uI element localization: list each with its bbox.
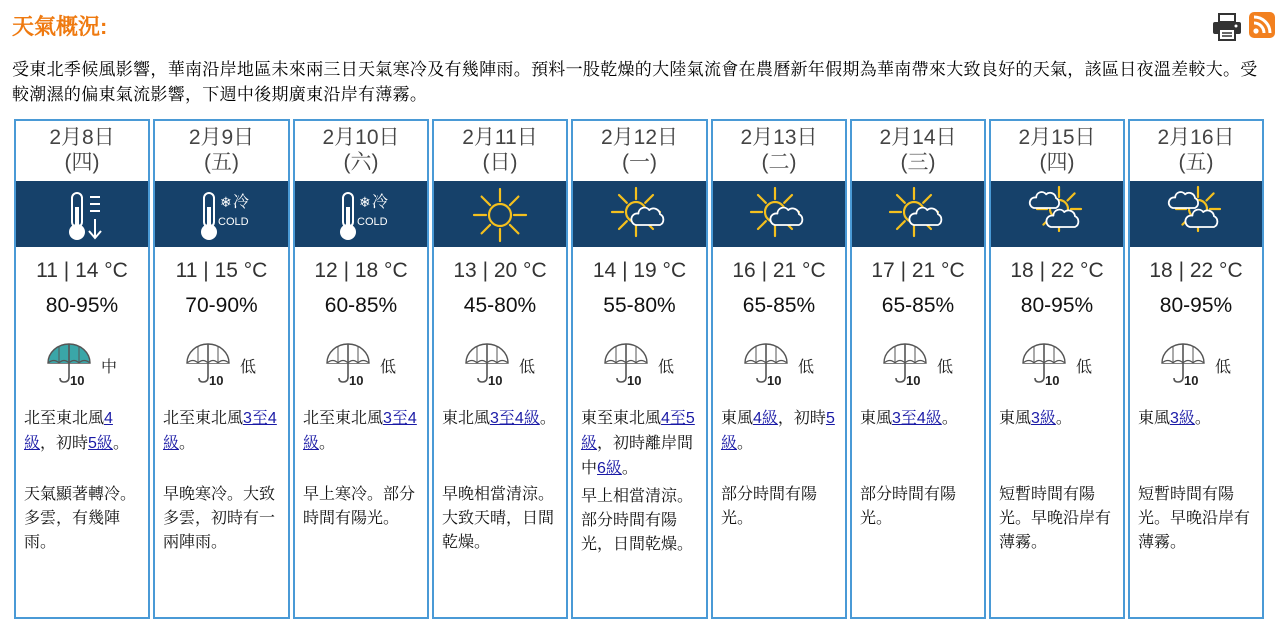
forecast-day-card <box>850 119 986 619</box>
wind-force-link[interactable]: 3級 <box>1031 410 1056 427</box>
cold-icon <box>190 185 254 243</box>
sunny-periods-icon <box>608 185 672 243</box>
weather-icon-band <box>1130 181 1262 247</box>
svg-text:10: 10 <box>349 373 364 387</box>
umbrella-icon <box>464 341 514 387</box>
weather-description: 早上相當清涼。部分時間有陽光，日間乾燥。 <box>581 488 694 553</box>
wind-text: ，初時 <box>777 410 826 427</box>
forecast-date <box>16 125 148 175</box>
sunny-periods-icon <box>886 185 950 243</box>
forecast-date <box>991 125 1123 175</box>
weather-icon-band <box>852 181 984 247</box>
umbrella-icon <box>1021 341 1071 387</box>
wind-forecast <box>999 406 1119 431</box>
forecast-weekday: (五) <box>204 151 239 174</box>
psr-level: 低 <box>519 359 536 376</box>
wind-text: 東風 <box>1138 410 1171 427</box>
wind-forecast <box>1138 406 1258 431</box>
forecast-date <box>434 125 566 175</box>
forecast-day-card <box>293 119 429 619</box>
cold-icon <box>329 185 393 243</box>
wind-text: 北至東北風 <box>163 410 244 427</box>
page-title: 天氣概況: <box>12 14 108 39</box>
relative-humidity: 65-85% <box>881 294 955 317</box>
forecast-date <box>573 125 706 175</box>
svg-text:10: 10 <box>627 373 642 387</box>
forecast-day-card <box>432 119 568 619</box>
wind-forecast <box>721 406 841 456</box>
psr-level: 低 <box>380 359 397 376</box>
wind-text: 。 <box>1194 410 1211 427</box>
wind-text: ，初時 <box>40 435 89 452</box>
wind-text: ，初時離岸間中 <box>581 435 694 477</box>
rss-feed-icon[interactable] <box>1249 12 1275 38</box>
forecast-date-day: 2月16日 <box>1157 126 1235 149</box>
svg-text:冷: 冷 <box>372 194 389 211</box>
psr-level: 低 <box>798 359 815 376</box>
forecast-day-card <box>14 119 150 619</box>
forecast-date <box>1130 125 1262 175</box>
psr-level: 低 <box>240 359 257 376</box>
weather-icon-band <box>573 181 706 247</box>
wind-text: 東風 <box>999 410 1032 427</box>
wind-forecast <box>581 406 702 481</box>
wind-force-link[interactable]: 4至5級 <box>581 410 695 452</box>
sunny-intervals-icon <box>1025 185 1089 243</box>
forecast-weekday: (日) <box>482 151 518 174</box>
sunny-intervals-icon <box>1164 185 1228 243</box>
forecast-day-card <box>153 119 290 619</box>
wind-force-link[interactable]: 6級 <box>597 460 622 477</box>
psr-level: 低 <box>937 359 954 376</box>
svg-text:COLD: COLD <box>217 216 249 228</box>
wind-text: 。 <box>319 435 336 452</box>
wind-text: 。 <box>112 435 129 452</box>
nine-day-forecast <box>14 119 1267 619</box>
svg-text:冷: 冷 <box>232 194 249 211</box>
weather-description: 短暫時間有陽光。早晚沿岸有薄霧。 <box>1138 486 1251 551</box>
svg-text:❄: ❄ <box>219 194 232 210</box>
temperature-range: 17 | 21 °C <box>871 259 965 282</box>
forecast-date <box>155 125 288 175</box>
umbrella-icon <box>46 341 96 387</box>
wind-text: 東至東北風 <box>581 410 662 427</box>
wind-force-link[interactable]: 3級 <box>1170 410 1195 427</box>
wind-text: 。 <box>539 410 556 427</box>
forecast-date-day: 2月8日 <box>49 126 115 149</box>
temperature-range: 11 | 14 °C <box>36 259 128 282</box>
wind-forecast <box>24 406 144 456</box>
wind-text: 東風 <box>721 410 754 427</box>
wind-forecast <box>442 406 562 431</box>
weather-description: 短暫時間有陽光。早晚沿岸有薄霧。 <box>999 486 1112 551</box>
psr-indicator <box>325 341 405 387</box>
temperature-range: 14 | 19 °C <box>592 259 687 282</box>
psr-indicator <box>603 341 683 387</box>
wind-force-link[interactable]: 5級 <box>88 435 113 452</box>
wind-force-link[interactable]: 4級 <box>24 410 113 452</box>
psr-indicator <box>46 341 126 387</box>
forecast-date <box>295 125 427 175</box>
svg-text:10: 10 <box>1184 373 1199 387</box>
svg-text:❄: ❄ <box>359 194 371 210</box>
svg-text:10: 10 <box>1045 373 1060 387</box>
psr-indicator <box>743 341 823 387</box>
svg-text:COLD: COLD <box>357 216 388 228</box>
print-icon[interactable] <box>1212 13 1242 41</box>
temperature-range: 13 | 20 °C <box>453 259 547 282</box>
relative-humidity: 80-95% <box>1020 294 1094 317</box>
psr-indicator <box>1160 341 1240 387</box>
forecast-weekday: (五) <box>1178 151 1214 174</box>
forecast-weekday: (一) <box>622 151 657 174</box>
forecast-weekday: (四) <box>64 151 100 174</box>
relative-humidity: 80-95% <box>1159 294 1233 317</box>
temperature-range: 18 | 22 °C <box>1149 259 1243 282</box>
forecast-date-day: 2月11日 <box>462 126 538 149</box>
forecast-date-day: 2月9日 <box>188 126 255 149</box>
wind-force-link[interactable]: 3至4級 <box>303 410 417 452</box>
wind-text: 東風 <box>860 410 893 427</box>
weather-description: 部分時間有陽光。 <box>721 486 818 527</box>
wind-force-link[interactable]: 5級 <box>721 410 835 452</box>
forecast-day-card <box>1128 119 1264 619</box>
weather-icon-band <box>991 181 1123 247</box>
forecast-date <box>852 125 984 175</box>
weather-description: 天氣顯著轉冷。多雲，有幾陣雨。 <box>24 486 137 551</box>
forecast-date <box>713 125 845 175</box>
psr-level: 低 <box>658 359 675 376</box>
forecast-day-card <box>571 119 708 619</box>
forecast-date-day: 2月12日 <box>600 126 679 149</box>
forecast-weekday: (二) <box>761 151 797 174</box>
weather-description: 早上寒冷。部分時間有陽光。 <box>303 486 416 527</box>
wind-force-link[interactable]: 4級 <box>753 410 778 427</box>
wind-text: 。 <box>621 460 638 477</box>
wind-forecast <box>163 406 284 456</box>
umbrella-icon <box>603 341 653 387</box>
forecast-weekday: (六) <box>343 151 379 174</box>
sunny-icon <box>468 185 532 243</box>
wind-forecast <box>303 406 423 456</box>
wind-text: 東北風 <box>442 410 491 427</box>
wind-text: 北至東北風 <box>303 410 384 427</box>
forecast-date-day: 2月10日 <box>322 126 400 149</box>
forecast-day-card <box>989 119 1125 619</box>
svg-text:10: 10 <box>488 373 503 387</box>
forecast-day-card <box>711 119 847 619</box>
weather-description: 早晚寒冷。大致多雲，初時有一兩陣雨。 <box>163 486 276 551</box>
umbrella-icon <box>1160 341 1210 387</box>
temperature-drop-icon <box>50 185 114 243</box>
wind-text: 。 <box>179 435 196 452</box>
psr-level: 低 <box>1076 359 1093 376</box>
relative-humidity: 65-85% <box>742 294 816 317</box>
forecast-date-day: 2月15日 <box>1018 126 1096 149</box>
relative-humidity: 55-80% <box>603 294 676 317</box>
wind-forecast <box>860 406 980 431</box>
umbrella-icon <box>185 341 235 387</box>
forecast-weekday: (四) <box>1039 151 1075 174</box>
umbrella-icon <box>882 341 932 387</box>
weather-synopsis: 受東北季候風影響，華南沿岸地區未來兩三日天氣寒冷及有幾陣雨。預料一股乾燥的大陸氣流會在農曆新年假期為華南帶來大致良好的天氣，該區日夜溫差較大。受較潮濕的偏東氣流影響，下週中後期廣東沿岸有薄霧。 <box>12 60 1258 104</box>
wind-text: 。 <box>1055 410 1072 427</box>
wind-text: 北至東北風 <box>24 410 105 427</box>
relative-humidity: 60-85% <box>324 294 398 317</box>
weather-icon-band <box>434 181 566 247</box>
svg-text:10: 10 <box>70 373 85 387</box>
relative-humidity: 80-95% <box>45 294 119 317</box>
psr-indicator <box>1021 341 1101 387</box>
weather-icon-band <box>155 181 288 247</box>
svg-text:10: 10 <box>209 373 224 387</box>
forecast-date-day: 2月13日 <box>740 126 818 149</box>
wind-force-link[interactable]: 3至4級 <box>163 410 277 452</box>
psr-indicator <box>185 341 265 387</box>
wind-text: 。 <box>737 435 754 452</box>
forecast-weekday: (三) <box>900 151 936 174</box>
umbrella-icon <box>743 341 793 387</box>
umbrella-icon <box>325 341 375 387</box>
svg-text:10: 10 <box>906 373 921 387</box>
relative-humidity: 70-90% <box>185 294 258 317</box>
temperature-range: 11 | 15 °C <box>175 259 268 282</box>
svg-text:10: 10 <box>767 373 782 387</box>
forecast-date-day: 2月14日 <box>879 126 957 149</box>
wind-force-link[interactable]: 3至4級 <box>892 410 942 427</box>
temperature-range: 16 | 21 °C <box>732 259 826 282</box>
psr-indicator <box>464 341 544 387</box>
wind-text: 。 <box>941 410 958 427</box>
weather-icon-band <box>295 181 427 247</box>
temperature-range: 18 | 22 °C <box>1010 259 1104 282</box>
temperature-range: 12 | 18 °C <box>314 259 408 282</box>
wind-force-link[interactable]: 3至4級 <box>490 410 540 427</box>
weather-icon-band <box>713 181 845 247</box>
psr-level: 中 <box>101 359 118 376</box>
psr-level: 低 <box>1215 359 1232 376</box>
weather-icon-band <box>16 181 148 247</box>
relative-humidity: 45-80% <box>463 294 537 317</box>
psr-indicator <box>882 341 962 387</box>
weather-description: 部分時間有陽光。 <box>860 486 957 527</box>
sunny-periods-icon <box>747 185 811 243</box>
weather-description: 早晚相當清涼。大致天晴，日間乾燥。 <box>442 486 555 551</box>
